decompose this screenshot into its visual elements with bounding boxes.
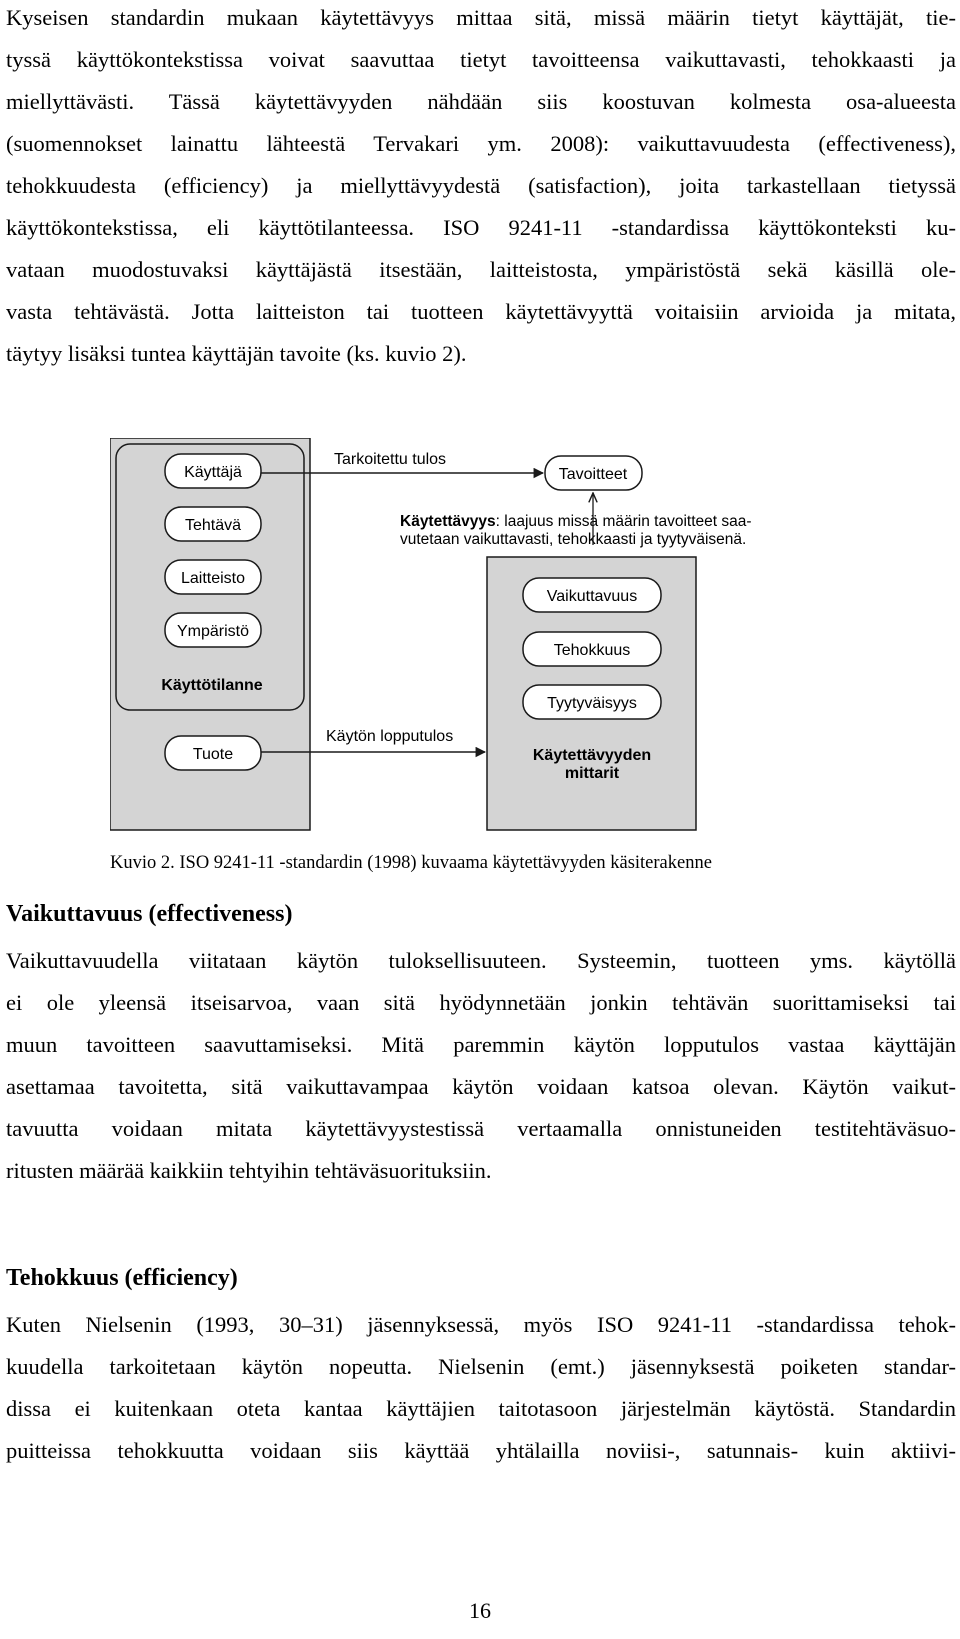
usability-definition-line2: vutetaan vaikuttavasti, tehokkaasti ja tyytyväisenä. [400, 531, 747, 548]
usability-definition-line1 [400, 513, 752, 530]
text-line: kuudella tarkoitetaan käytön nopeutta. Nielsenin (emt.) jäsennyksestä poiketen standar- [6, 1354, 956, 1379]
usability-framework-diagram [110, 438, 880, 833]
context-of-use-label: Käyttötilanne [161, 677, 263, 694]
text-line: miellyttävästi. Tässä käytettävyyden nähdään siis koostuvan kolmesta osa-alueesta [6, 89, 956, 114]
text-line: tehokkuudesta (efficiency) ja miellyttävyydestä (satisfaction), joita tarkastellaan tietyssä [6, 173, 956, 198]
text-line: ritusten määrää kaikkiin tehtyihin tehtäväsuorituksiin. [6, 1158, 492, 1183]
use-outcome-label: Käytön lopputulos [326, 728, 454, 745]
section-heading-effectiveness: Vaikuttavuus (effectiveness) [6, 901, 293, 927]
goals-label: Tavoitteet [558, 466, 628, 483]
effectiveness-paragraph [6, 940, 956, 1192]
equipment-label: Laitteisto [180, 570, 246, 587]
usability-measures-label-line2: mittarit [564, 765, 620, 782]
text-line: Kuten Nielsenin (1993, 30–31) jäsennyksessä, myös ISO 9241-11 -standardissa tehok- [6, 1312, 956, 1337]
text-line: täytyy lisäksi tuntea käyttäjän tavoite (ks. kuvio 2). [6, 341, 467, 366]
usability-definition-text1: : laajuus missä määrin tavoitteet saa- [495, 513, 752, 530]
section-heading-efficiency: Tehokkuus (efficiency) [6, 1265, 238, 1291]
text-line: tavuutta voidaan mitata käytettävyystestissä vertaamalla onnistuneiden testitehtäväsuo- [6, 1116, 956, 1141]
usability-measures-label-line1: Käytettävyyden [532, 747, 652, 764]
text-line: (suomennokset lainattu lähteestä Tervakari ym. 2008): vaikuttavuudesta (effectiveness), [6, 131, 956, 156]
intro-paragraph [6, 0, 956, 375]
effectiveness-label: Vaikuttavuus [546, 588, 638, 605]
text-line: muun tavoitteen saavuttamiseksi. Mitä paremmin käytön lopputulos vastaa käyttäjän [6, 1032, 956, 1057]
intended-outcome-label: Tarkoitettu tulos [334, 451, 447, 468]
environment-label: Ympäristö [176, 623, 250, 640]
text-line: Kyseisen standardin mukaan käytettävyys mittaa sitä, missä määrin tietyt käyttäjät, tie- [6, 5, 956, 30]
text-line: asettamaa tavoitetta, sitä vaikuttavampaa käytön voidaan katsoa olevan. Käytön vaikut- [6, 1074, 956, 1099]
usability-term: Käytettävyys [400, 513, 496, 530]
efficiency-paragraph [6, 1304, 956, 1472]
text-line: dissa ei kuitenkaan oteta kantaa käyttäjien taitotasoon järjestelmän käytöstä. Standardin [6, 1396, 956, 1421]
text-line: vasta tehtävästä. Jotta laitteiston tai tuotteen käytettävyyttä voitaisiin arvioida ja mitata, [6, 299, 956, 324]
text-line: puitteissa tehokkuutta voidaan siis käyttää yhtälailla noviisi-, satunnais- kuin aktiivi- [6, 1438, 956, 1463]
text-line: käyttökontekstissa, eli käyttötilanteessa. ISO 9241-11 -standardissa käyttökonteksti ku- [6, 215, 956, 240]
satisfaction-label: Tyytyväisyys [547, 695, 637, 712]
task-label: Tehtävä [184, 517, 242, 534]
text-line: tyssä käyttökontekstissa voivat saavuttaa tietyt tavoitteensa vaikuttavasti, tehokkaasti ja [6, 47, 956, 72]
figure-caption: Kuvio 2. ISO 9241-11 -standardin (1998) kuvaama käytettävyyden käsiterakenne [110, 853, 712, 873]
efficiency-label: Tehokkuus [553, 642, 631, 659]
user-label: Käyttäjä [184, 464, 242, 481]
text-line: ei ole yleensä itseisarvoa, vaan sitä hyödynnetään jonkin tehtävän suorittamiseksi tai [6, 990, 956, 1015]
text-line: vataan muodostuvaksi käyttäjästä itsestään, laitteistosta, ympäristöstä sekä käsillä ole- [6, 257, 956, 282]
text-line: Vaikuttavuudella viitataan käytön tuloksellisuuteen. Systeemin, tuotteen yms. käytöllä [6, 948, 956, 973]
page-number: 16 [469, 1598, 491, 1623]
product-label: Tuote [192, 746, 234, 763]
